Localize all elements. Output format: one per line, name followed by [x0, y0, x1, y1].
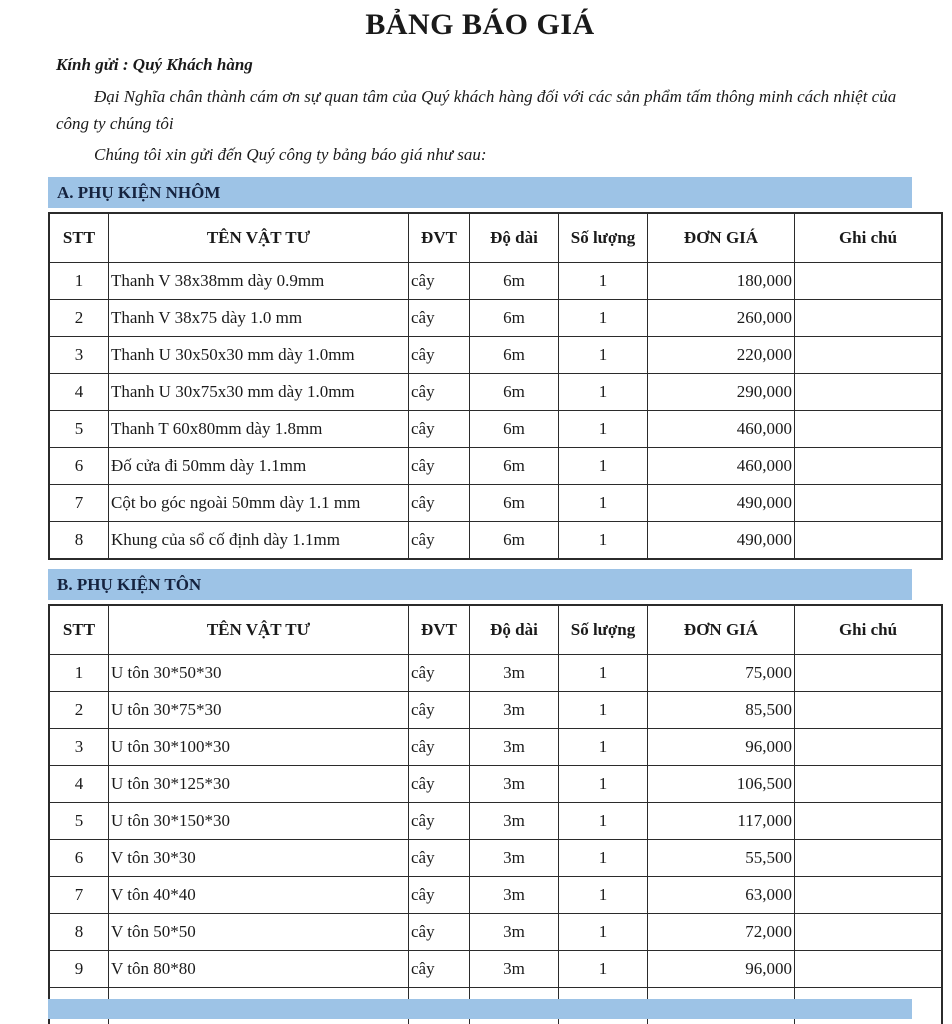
- cell-stt: 2: [49, 692, 109, 729]
- table-row: [49, 485, 942, 522]
- cell-item-name: V tôn 30*30: [109, 840, 409, 877]
- cell-stt: 3: [49, 729, 109, 766]
- cell-unit-price: 96,000: [648, 951, 795, 988]
- cell-quantity: 1: [559, 877, 648, 914]
- cell-quantity: 1: [559, 803, 648, 840]
- cell-item-name: Thanh V 38x38mm dày 0.9mm: [109, 263, 409, 300]
- cell-note: [795, 300, 943, 337]
- cell-stt: 8: [49, 914, 109, 951]
- table-row: [49, 840, 942, 877]
- table-row: [49, 877, 942, 914]
- cell-unit-price: 490,000: [648, 485, 795, 522]
- cell-unit: cây: [409, 803, 470, 840]
- cell-unit-price: 96,000: [648, 729, 795, 766]
- cell-unit-price: 117,000: [648, 803, 795, 840]
- cell-unit-price: 460,000: [648, 448, 795, 485]
- table-row: [49, 655, 942, 692]
- cell-note: [795, 411, 943, 448]
- cell-unit: cây: [409, 448, 470, 485]
- table-row: [49, 766, 942, 803]
- cell-quantity: 1: [559, 411, 648, 448]
- table-row: [49, 692, 942, 729]
- cell-note: [795, 877, 943, 914]
- cell-quantity: 1: [559, 914, 648, 951]
- cell-length: 3m: [470, 803, 559, 840]
- column-header-2: ĐVT: [409, 213, 470, 263]
- cell-unit-price: 490,000: [648, 522, 795, 560]
- table-row: [49, 411, 942, 448]
- cell-note: [795, 692, 943, 729]
- cell-length: 6m: [470, 485, 559, 522]
- cell-unit: cây: [409, 522, 470, 560]
- cell-length: 6m: [470, 411, 559, 448]
- cell-quantity: 1: [559, 300, 648, 337]
- table-row: [49, 729, 942, 766]
- table-header-row: [49, 605, 942, 655]
- table-row: [49, 300, 942, 337]
- column-header-4: Số lượng: [559, 605, 648, 655]
- cell-note: [795, 263, 943, 300]
- cell-stt: 4: [49, 374, 109, 411]
- cell-length: 6m: [470, 448, 559, 485]
- cell-item-name: Thanh U 30x50x30 mm dày 1.0mm: [109, 337, 409, 374]
- cell-unit: cây: [409, 374, 470, 411]
- cell-item-name: U tôn 30*50*30: [109, 655, 409, 692]
- section-bar-partial: [48, 999, 912, 1019]
- column-header-0: STT: [49, 213, 109, 263]
- column-header-6: Ghi chú: [795, 605, 943, 655]
- cell-length: 3m: [470, 914, 559, 951]
- cell-unit: cây: [409, 692, 470, 729]
- table-row: [49, 522, 942, 560]
- cell-item-name: Thanh V 38x75 dày 1.0 mm: [109, 300, 409, 337]
- cell-unit-price: 220,000: [648, 337, 795, 374]
- cell-unit: cây: [409, 485, 470, 522]
- cell-item-name: Khung của sổ cố định dày 1.1mm: [109, 522, 409, 560]
- cell-length: 6m: [470, 337, 559, 374]
- cell-unit: cây: [409, 729, 470, 766]
- column-header-5: ĐƠN GIÁ: [648, 213, 795, 263]
- intro-paragraph-1: Đại Nghĩa chân thành cám ơn sự quan tâm của Quý khách hàng đối với các sản phẩm tấm thông minh cách nhiệt của công ty chúng tôi: [56, 87, 897, 133]
- table-row: [49, 951, 942, 988]
- cell-length: 3m: [470, 840, 559, 877]
- page-title: BẢNG BÁO GIÁ: [365, 8, 595, 41]
- cell-length: 3m: [470, 951, 559, 988]
- cell-unit: cây: [409, 951, 470, 988]
- cell-length: 3m: [470, 655, 559, 692]
- cell-item-name: Thanh U 30x75x30 mm dày 1.0mm: [109, 374, 409, 411]
- cell-unit-price: 85,500: [648, 692, 795, 729]
- table-row: [49, 263, 942, 300]
- cell-unit: cây: [409, 766, 470, 803]
- cell-item-name: V tôn 50*50: [109, 914, 409, 951]
- cell-unit-price: 260,000: [648, 300, 795, 337]
- cell-unit-price: 460,000: [648, 411, 795, 448]
- cell-stt: 3: [49, 337, 109, 374]
- table-row: [49, 374, 942, 411]
- cell-length: 6m: [470, 300, 559, 337]
- table-row: [49, 914, 942, 951]
- cell-quantity: 1: [559, 374, 648, 411]
- table-row: [49, 448, 942, 485]
- cell-length: 3m: [470, 877, 559, 914]
- cell-stt: 2: [49, 300, 109, 337]
- cell-item-name: Cột bo góc ngoài 50mm dày 1.1 mm: [109, 485, 409, 522]
- cell-length: 3m: [470, 692, 559, 729]
- table-row: [49, 803, 942, 840]
- cell-item-name: U tôn 30*150*30: [109, 803, 409, 840]
- cell-unit: cây: [409, 411, 470, 448]
- cell-unit: cây: [409, 655, 470, 692]
- cell-unit-price: 63,000: [648, 877, 795, 914]
- cell-unit: cây: [409, 337, 470, 374]
- cell-note: [795, 766, 943, 803]
- table-row: [49, 337, 942, 374]
- cell-length: 6m: [470, 522, 559, 560]
- greeting-line: Kính gửi : Quý Khách hàng: [56, 55, 253, 74]
- cell-unit-price: 180,000: [648, 263, 795, 300]
- cell-stt: 6: [49, 840, 109, 877]
- cell-stt: 6: [49, 448, 109, 485]
- cell-stt: 7: [49, 877, 109, 914]
- price-table-aluminum: [48, 212, 943, 560]
- cell-note: [795, 840, 943, 877]
- column-header-4: Số lượng: [559, 213, 648, 263]
- cell-note: [795, 914, 943, 951]
- column-header-5: ĐƠN GIÁ: [648, 605, 795, 655]
- table-header-row: [49, 213, 942, 263]
- cell-unit-price: 75,000: [648, 655, 795, 692]
- cell-quantity: 1: [559, 485, 648, 522]
- cell-quantity: 1: [559, 522, 648, 560]
- cell-stt: 4: [49, 766, 109, 803]
- cell-stt: 7: [49, 485, 109, 522]
- cell-unit: cây: [409, 877, 470, 914]
- cell-quantity: 1: [559, 263, 648, 300]
- cell-unit: cây: [409, 263, 470, 300]
- cell-item-name: U tôn 30*100*30: [109, 729, 409, 766]
- cell-quantity: 1: [559, 729, 648, 766]
- cell-unit: cây: [409, 914, 470, 951]
- cell-unit: cây: [409, 840, 470, 877]
- cell-note: [795, 448, 943, 485]
- column-header-1: TÊN VẬT TƯ: [109, 213, 409, 263]
- section-header-b: B. PHỤ KIỆN TÔN: [48, 569, 912, 600]
- cell-note: [795, 729, 943, 766]
- cell-note: [795, 374, 943, 411]
- cell-length: 3m: [470, 766, 559, 803]
- cell-item-name: U tôn 30*125*30: [109, 766, 409, 803]
- cell-note: [795, 485, 943, 522]
- cell-note: [795, 337, 943, 374]
- cell-quantity: 1: [559, 951, 648, 988]
- cell-unit: cây: [409, 300, 470, 337]
- cell-length: 6m: [470, 263, 559, 300]
- cell-stt: 5: [49, 803, 109, 840]
- cell-quantity: 1: [559, 840, 648, 877]
- cell-unit-price: 72,000: [648, 914, 795, 951]
- cell-stt: 1: [49, 655, 109, 692]
- cell-stt: 9: [49, 951, 109, 988]
- price-table-sheet-metal: [48, 604, 943, 1024]
- cell-quantity: 1: [559, 655, 648, 692]
- cell-item-name: Đố cửa đi 50mm dày 1.1mm: [109, 448, 409, 485]
- cell-quantity: 1: [559, 692, 648, 729]
- column-header-0: STT: [49, 605, 109, 655]
- column-header-2: ĐVT: [409, 605, 470, 655]
- intro-paragraph-2: Chúng tôi xin gửi đến Quý công ty bảng báo giá như sau:: [94, 145, 487, 164]
- column-header-1: TÊN VẬT TƯ: [109, 605, 409, 655]
- cell-stt: 1: [49, 263, 109, 300]
- cell-item-name: V tôn 40*40: [109, 877, 409, 914]
- cell-stt: 8: [49, 522, 109, 560]
- cell-quantity: 1: [559, 766, 648, 803]
- cell-item-name: V tôn 80*80: [109, 951, 409, 988]
- column-header-6: Ghi chú: [795, 213, 943, 263]
- cell-length: 3m: [470, 729, 559, 766]
- cell-unit-price: 55,500: [648, 840, 795, 877]
- cell-note: [795, 522, 943, 560]
- column-header-3: Độ dài: [470, 605, 559, 655]
- cell-stt: 5: [49, 411, 109, 448]
- cell-unit-price: 290,000: [648, 374, 795, 411]
- cell-length: 6m: [470, 374, 559, 411]
- cell-note: [795, 655, 943, 692]
- section-header-a: A. PHỤ KIỆN NHÔM: [48, 177, 912, 208]
- cell-note: [795, 951, 943, 988]
- cell-quantity: 1: [559, 337, 648, 374]
- cell-item-name: U tôn 30*75*30: [109, 692, 409, 729]
- cell-unit-price: 106,500: [648, 766, 795, 803]
- column-header-3: Độ dài: [470, 213, 559, 263]
- cell-item-name: Thanh T 60x80mm dày 1.8mm: [109, 411, 409, 448]
- cell-note: [795, 803, 943, 840]
- cell-quantity: 1: [559, 448, 648, 485]
